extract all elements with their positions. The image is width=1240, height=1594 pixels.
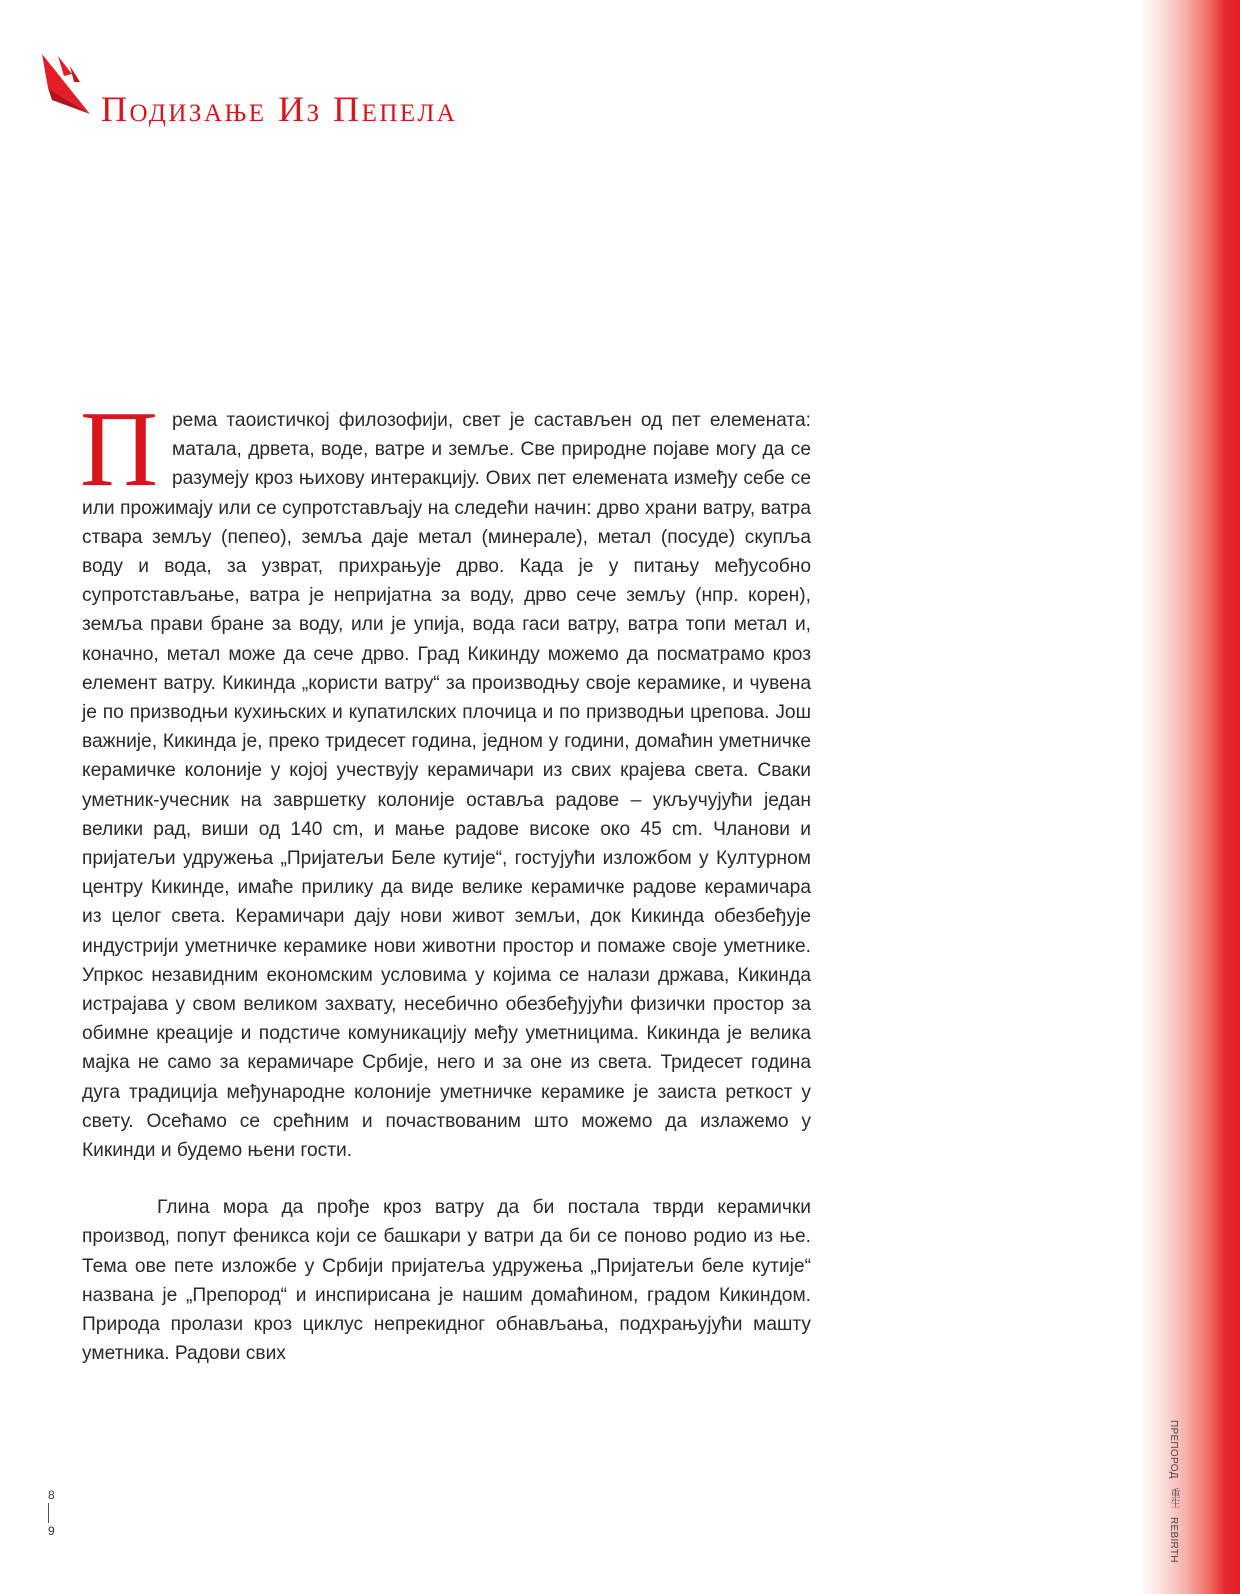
red-folded-triangle-icon xyxy=(40,52,92,118)
drop-cap: П xyxy=(80,390,158,509)
running-title-chinese: 重生 xyxy=(1168,1487,1179,1509)
page-number-divider xyxy=(48,1503,49,1523)
running-title-serbian: ПРЕПОРОД xyxy=(1168,1420,1179,1479)
article-paragraph-2: Глина мора да прође кроз ватру да би постала тврди керамички производ, попут феникса који се башкари у ватри да би се поново родио из ње. Тема ове пете изложбе у Србији пријатеља удружења „Пријатељи беле кутије“ названа је „Препород“ и инспирисана је нашим домаћином, градом Кикиндом. Природа пролази кроз циклус непрекидног обнављања, подхрањујући машту уметника. Радови свих xyxy=(82,1197,811,1365)
page-numbers xyxy=(48,1488,55,1538)
page-number-right: 9 xyxy=(48,1524,55,1538)
article-paragraph-1-text: рема таоистичкој филозофији, свет је састављен од пет елемената: матала, дрвета, воде, ватре и земље. Све природне појаве могу да се разумеју кроз њихову интеракцију. Ових пет елемената између себе се или прожимају или се супротстављају на следећи начин: дрво храни ватру, ватра ствара земљу (пепео), земља даје метал (минерале), метал (посуде) скупља воду и вода, за узврат, прихрањује дрво. Када је у питању међусобно супротстављање, ватра је непријатна за воду, дрво сече земљу (нпр. корен), земља прави бране за воду, или је упија, вода гаси ватру, ватра топи метал и, коначно, метал може да сече дрво. Град Кикинду можемо да посматрамо кроз елемент ватру. Кикинда „користи ватру“ за производњу своје керамике, и чувена је по призводњи кухињских и купатилских плочица и по призводњи црепова. Још важније, Кикинда је, преко тридесет година, једном у години, домаћин уметничке керамичке колоније у којој учествују керамичари из свих крајева света. Сваки уметник-учесник на завршетку колоније оставља радове – укључујући један велики рад, виши од 140 cm, и мање радове високе око 45 cm. Чланови и пријатељи удружења „Пријатељи Беле кутије“, гостујући изложбом у Културном центру Кикинде, имаће прилику да виде велике керамичке радове керамичара из целог света. Керамичари дају нови живот земљи, док Кикинда обезбеђује индустрији уметничке керамике нови животни простор и помаже своје уметнике. Упркос незавидним економским условима у којима се налази држава, Кикинда истрајава у свом великом захвату, несебично обезбеђујући физички простор за обимне креације и подстиче комуникацију међу уметницима. Кикинда је велика мајка не само за керамичаре Србије, него и за оне из света. Тридесет година дуга традиција међународне колоније уметничке керамике је заиста реткост у свету. Осећамо се срећним и почаствованим што можемо да излажемо у Кикинди и будемо њени гости. xyxy=(82,410,811,1162)
vertical-running-title xyxy=(1166,1414,1181,1563)
red-gradient-side-band xyxy=(1140,0,1240,1594)
article-paragraph-1 xyxy=(80,390,811,1165)
page-number-left: 8 xyxy=(48,1488,55,1502)
running-title-english: REBIRTH xyxy=(1168,1517,1179,1564)
article-body xyxy=(80,390,811,1369)
page-title: Подизање Из Пепела xyxy=(101,89,458,129)
